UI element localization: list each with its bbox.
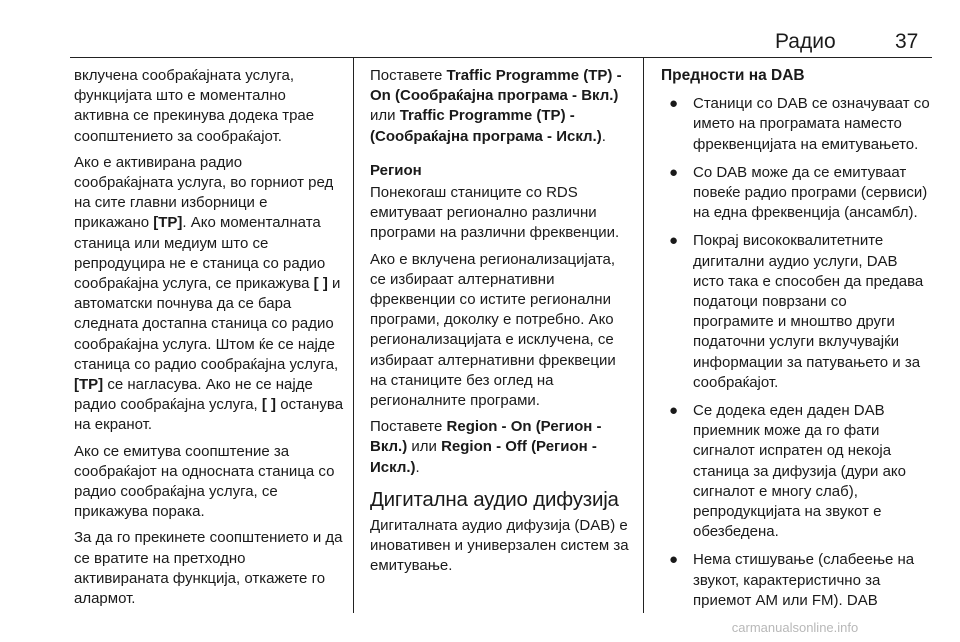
paragraph: Поставете Region - On (Регион - Вкл.) или Region - Off (Регион - Искл.). (370, 418, 602, 476)
paragraph: За да го прекинете соопштението и да се вратите на претходно активираната функција, откажете го алармот. (74, 529, 343, 608)
bullet-icon: ● (669, 232, 679, 250)
bullet-icon: ● (669, 95, 679, 113)
list-item: ● Станици со DAB се означуваат со името на програмата наместо фреквенцијата на емитувањето. (669, 95, 930, 153)
paragraph: вклучена сообраќајната услуга, функцијата што е моментално активна се прекинува додека трае соопштението за сообраќајот. (74, 67, 315, 145)
bullet-icon: ● (669, 163, 679, 181)
list-item: ● Покрај висококвалитетните дигитални аудио услуги, DAB исто така е способен да предава податоци поврзани со програмите и мноштво други податочни услуги вклучувајќи информации за патувањето и за сообраќајот. (669, 232, 924, 391)
paragraph: Поставете Traffic Programme (TP) - On (Сообраќајна програма - Вкл.) или Traffic Programme (TP) - (Сообраќајна програма - Искл.). (370, 67, 622, 145)
region-heading: Регион (370, 161, 422, 179)
paragraph: Ако е активирана радио сообраќајната услуга, во горниот ред на сите главни изборници е прикажано [TP]. Ако моменталната станица или медиум што се репродуцира не е станица со радио сообраќајна услуга, се прикажува [ ] и автоматски почнува да се бара следната достапна станица со радио сообраќајна услуга. Штом ќе се најде станица со радио сообраќајна услуга, [TP] се нагласува. Ако не се најде радио сообраќајна услуга, [ ] останува на екранот. (74, 153, 344, 434)
page-number: 37 (895, 30, 919, 53)
watermark: carmanualsonline.info (731, 620, 859, 635)
page-title: Радио (775, 30, 836, 53)
bullet-icon: ● (669, 551, 679, 569)
column-divider-1 (353, 58, 354, 613)
dab-advantages-heading: Предности на DAB (661, 67, 805, 84)
header-rule (70, 57, 932, 58)
column-1 (74, 66, 344, 615)
column-2 (370, 66, 634, 582)
dab-heading: Дигитална аудио дифузија (370, 487, 619, 511)
paragraph: Понекогаш станиците со RDS емитуваат регионално различни програми на различни фреквенции. (370, 184, 620, 242)
dab-advantages-list (661, 94, 931, 611)
list-item: ● Со DAB може да се емитуваат повеќе радио програми (сервиси) на една фреквенција (ансамбл). (669, 163, 928, 222)
paragraph: Ако е вклучена регионализацијата, се избираат алтернативни фреквенции со истите регионални програми, доколку е потребно. Ако регионализацијата е исклучена, се избираат алтернативни фреквеции на станиците без оглед на регионалните програми. (370, 250, 616, 410)
page-header (0, 30, 960, 58)
list-item: ● Нема стишување (слабеење на звукот, карактеристично за приемот AM или FM). DAB (669, 551, 915, 609)
column-3 (661, 66, 931, 619)
column-divider-2 (643, 58, 644, 613)
list-item: ● Се додека еден даден DAB приемник може да го фати сигналот испратен од некоја станица за дифузија (дури ако сигналот е многу слаб), репродукцијата на звукот е обезбедена. (669, 402, 906, 541)
paragraph: Ако се емитува соопштение за сообраќајот на односната станица со радио сообраќајна услуга, се прикажува порака. (74, 442, 335, 521)
bullet-icon: ● (669, 402, 679, 420)
paragraph: Дигиталната аудио дифузија (DAB) е иновативен и универзален систем за емитување. (370, 516, 629, 575)
